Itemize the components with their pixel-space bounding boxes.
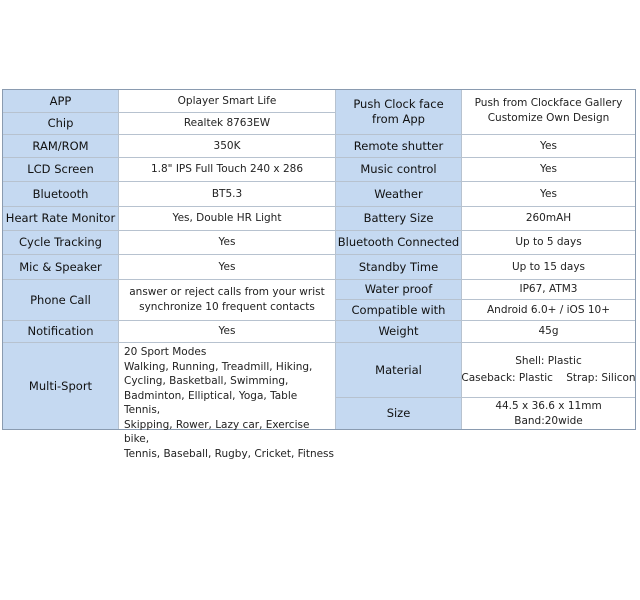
spec-label-phone-call: Phone Call [3, 280, 119, 321]
spec-value-multi-sport [119, 343, 336, 460]
sport-modes-line: Tennis, Baseball, Rugby, Cricket, Fitness [124, 447, 334, 460]
spec-value-bluetooth-connected: Up to 5 days [462, 231, 635, 255]
right-spec-column [336, 90, 635, 429]
value-line: Caseback: Plastic Strap: Silicon [461, 372, 636, 384]
spec-label-lcd-screen: LCD Screen [3, 158, 119, 182]
spec-label-compatible-with: Compatible with [336, 300, 462, 321]
spec-table [2, 89, 636, 460]
spec-label-app: APP [3, 90, 119, 113]
label-line: Push Clock face [353, 97, 444, 111]
spec-label-size: Size [336, 398, 462, 429]
value-line: Customize Own Design [487, 112, 610, 124]
spec-label-music-control: Music control [336, 158, 462, 182]
spec-value-mic-speaker: Yes [119, 255, 336, 280]
spec-value-water-proof: IP67, ATM3 [462, 280, 635, 300]
spec-label-heart-rate: Heart Rate Monitor [3, 207, 119, 231]
phone-call-line: answer or reject calls from your wrist [129, 286, 325, 298]
spec-value-heart-rate: Yes, Double HR Light [119, 207, 336, 231]
spec-value-notification: Yes [119, 321, 336, 343]
spec-value-bluetooth: BT5.3 [119, 182, 336, 207]
sport-modes-line: 20 Sport Modes [124, 346, 207, 358]
spec-value-phone-call [119, 280, 336, 321]
spec-value-push-clock-face [462, 90, 635, 135]
sport-modes-line: Badminton, Elliptical, Yoga, Table Tennis, [124, 389, 298, 416]
spec-label-weight: Weight [336, 321, 462, 343]
spec-label-mic-speaker: Mic & Speaker [3, 255, 119, 280]
spec-label-chip: Chip [3, 113, 119, 135]
spec-value-size [462, 398, 635, 429]
spec-value-battery-size: 260mAH [462, 207, 635, 231]
spec-label-bluetooth-connected: Bluetooth Connected [336, 231, 462, 255]
value-line: Band:20wide [514, 414, 583, 427]
spec-label-remote-shutter: Remote shutter [336, 135, 462, 158]
spec-label-notification: Notification [3, 321, 119, 343]
spec-label-battery-size: Battery Size [336, 207, 462, 231]
value-line: Push from Clockface Gallery [474, 97, 623, 109]
spec-label-cycle-tracking: Cycle Tracking [3, 231, 119, 255]
left-spec-column [3, 90, 336, 460]
spec-label-bluetooth: Bluetooth [3, 182, 119, 207]
spec-value-remote-shutter: Yes [462, 135, 635, 158]
spec-value-compatible-with: Android 6.0+ / iOS 10+ [462, 300, 635, 321]
spec-value-standby-time: Up to 15 days [462, 255, 635, 280]
spec-label-push-clock-face [336, 90, 462, 135]
spec-label-ram-rom: RAM/ROM [3, 135, 119, 158]
spec-value-cycle-tracking: Yes [119, 231, 336, 255]
spec-value-weather: Yes [462, 182, 635, 207]
sport-modes-line: Skipping, Rower, Lazy car, Exercise bike, [124, 418, 310, 445]
spec-label-standby-time: Standby Time [336, 255, 462, 280]
sport-modes-line: Cycling, Basketball, Swimming, [124, 375, 289, 387]
spec-value-music-control: Yes [462, 158, 635, 182]
phone-call-line: synchronize 10 frequent contacts [139, 301, 315, 313]
spec-value-chip: Realtek 8763EW [119, 113, 336, 135]
spec-label-water-proof: Water proof [336, 280, 462, 300]
spec-label-material: Material [336, 343, 462, 398]
spec-label-weather: Weather [336, 182, 462, 207]
value-line: Shell: Plastic [515, 355, 582, 367]
spec-value-weight: 45g [462, 321, 635, 343]
value-line: 44.5 x 36.6 x 11mm [495, 399, 602, 412]
spec-label-multi-sport: Multi-Sport [3, 343, 119, 429]
sport-modes-line: Walking, Running, Treadmill, Hiking, [124, 360, 313, 373]
spec-value-ram-rom: 350K [119, 135, 336, 158]
spec-value-material [462, 343, 635, 398]
label-line: from App [372, 112, 425, 126]
spec-value-app: Oplayer Smart Life [119, 90, 336, 113]
spec-value-lcd-screen: 1.8" IPS Full Touch 240 x 286 [119, 158, 336, 182]
